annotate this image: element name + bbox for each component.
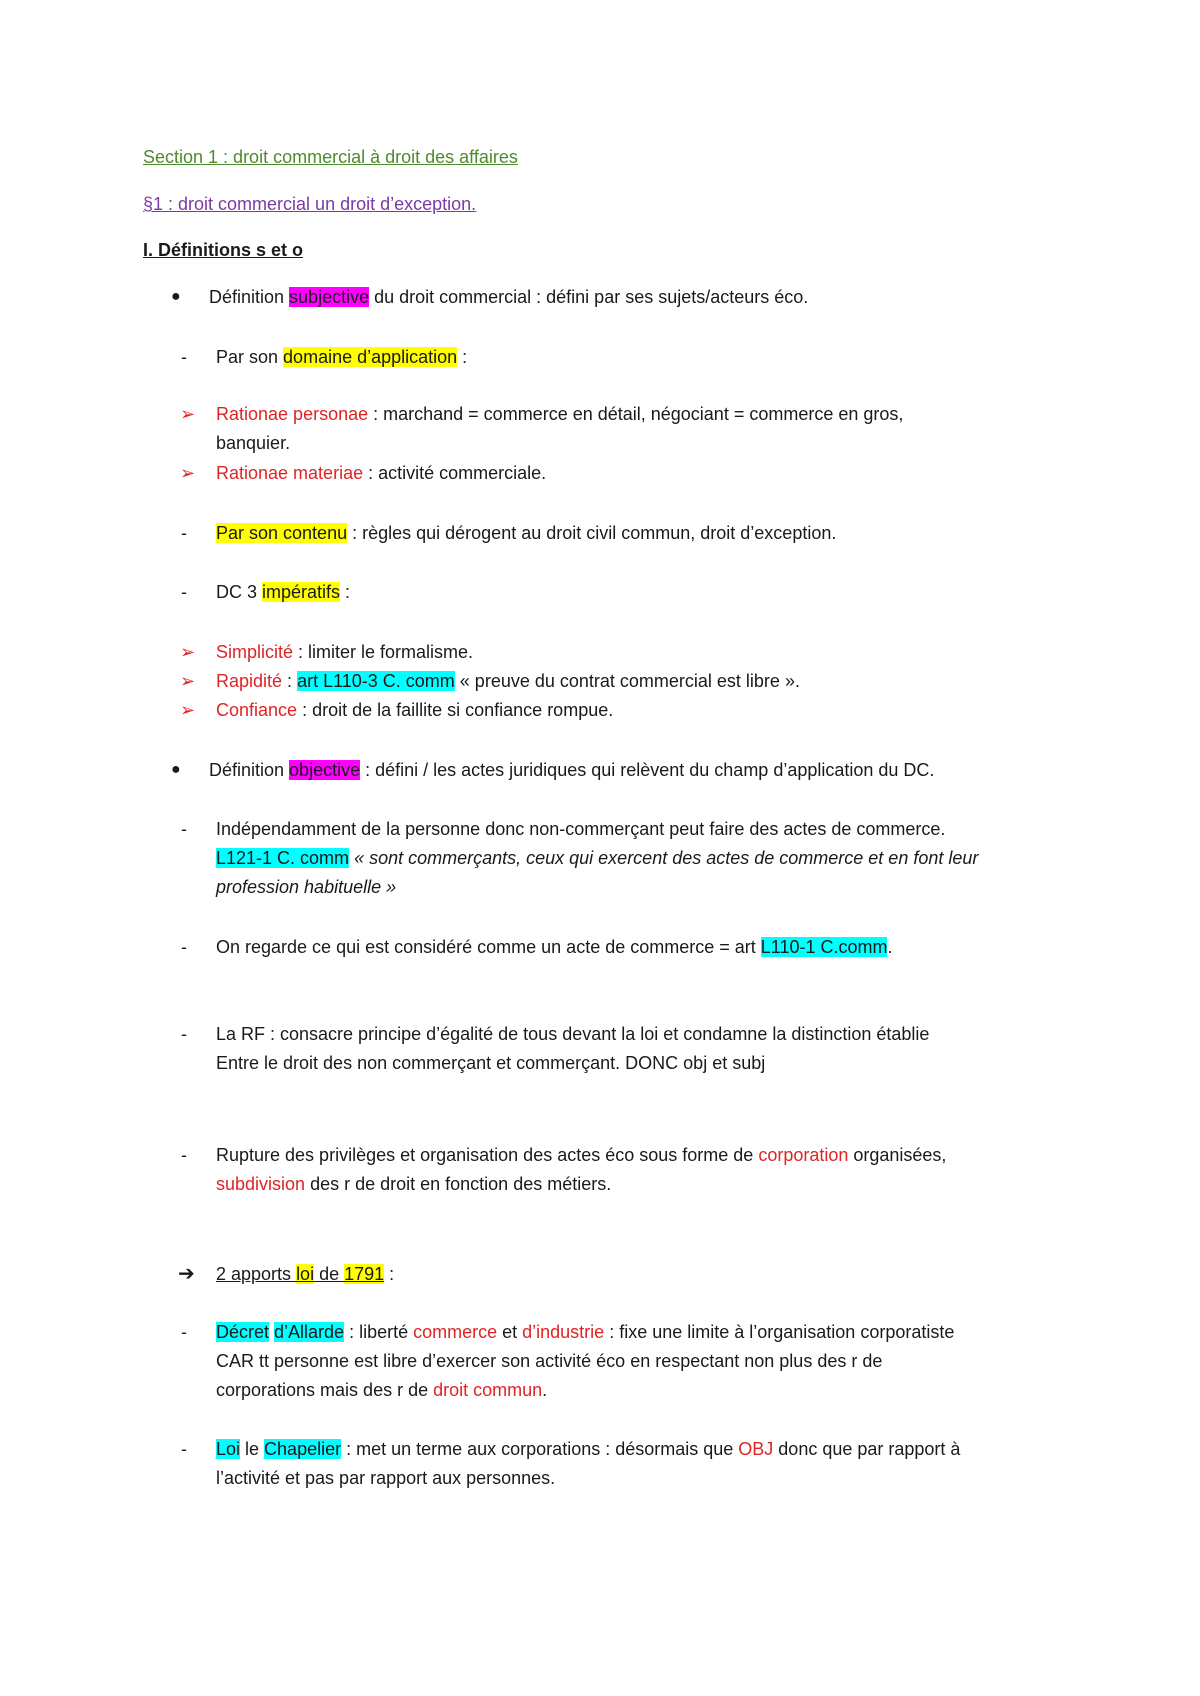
text: du droit commercial : défini par ses sujets/acteurs éco. [369, 287, 809, 307]
text: On regarde ce qui est considéré comme un acte de commerce = art [216, 937, 761, 957]
decret-allarde-cont: CAR tt personne est libre d’exercer son activité éco en respectant non plus des r de [216, 1351, 883, 1371]
la-rf: La RF : consacre principe d’égalité de tous devant la loi et condamne la distinction établie [216, 1024, 930, 1044]
l121-1-quote [216, 846, 978, 870]
dash-marker: - [181, 1439, 187, 1459]
red-term: Rapidité [216, 671, 283, 691]
text: Par son [216, 347, 284, 367]
acte-de-commerce [216, 935, 893, 959]
par-son-contenu [216, 521, 836, 545]
rupture-privileges-cont [216, 1172, 611, 1196]
text: : [282, 671, 298, 691]
text: le [240, 1439, 265, 1459]
text: : [340, 582, 351, 602]
dash-marker: - [181, 1024, 187, 1044]
text: corporations mais des r de [216, 1380, 434, 1400]
dash-marker: - [181, 1322, 187, 1342]
confiance [216, 698, 613, 722]
dash-marker: - [181, 582, 187, 602]
red-term: Rationae personae [216, 404, 369, 424]
decret-allarde-cont2 [216, 1378, 547, 1402]
highlight: L121-1 C. comm [216, 848, 350, 868]
loi-chapelier-cont: l’activité et pas par rapport aux personnes. [216, 1468, 556, 1488]
highlight: L110-1 C.comm [760, 937, 888, 957]
part-title: I. Définitions s et o [143, 240, 304, 260]
section-title: Section 1 : droit commercial à droit des affaires [143, 147, 518, 167]
text: de [314, 1264, 345, 1284]
red-term: d’industrie [522, 1322, 605, 1342]
deux-apports [216, 1262, 394, 1286]
arrow-bullet-icon: ➢ [180, 671, 196, 691]
text: : [457, 347, 468, 367]
rationae-personae [216, 402, 903, 426]
arrow-bullet-icon: ➢ [180, 404, 196, 424]
text: 2 apports [216, 1264, 297, 1284]
text: : met un terme aux corporations : désormais que [341, 1439, 739, 1459]
domaine-application [216, 345, 467, 369]
loi-chapelier [216, 1437, 960, 1461]
highlight: Loi [216, 1439, 241, 1459]
highlight: art L110-3 C. comm [297, 671, 455, 691]
text: Définition [209, 760, 290, 780]
dash-marker: - [181, 1145, 187, 1165]
arrow-bullet-icon: ➢ [180, 642, 196, 662]
quote-text: « sont commerçants, ceux qui exercent des actes de commerce et en font leur [349, 848, 979, 868]
dash-marker: - [181, 523, 187, 543]
text: Rupture des privilèges et organisation des actes éco sous forme de [216, 1145, 759, 1165]
text: et [497, 1322, 523, 1342]
highlight: Par son contenu [216, 523, 348, 543]
rationae-materiae [216, 461, 546, 485]
l121-1-quote-cont: profession habituelle » [216, 877, 397, 897]
def-objective [209, 758, 934, 782]
bullet-marker: ● [171, 761, 181, 778]
text: Définition [209, 287, 290, 307]
text: « preuve du contrat commercial est libre ». [454, 671, 800, 691]
text: organisées, [848, 1145, 947, 1165]
highlight: loi [296, 1264, 315, 1284]
dash-marker: - [181, 819, 187, 839]
text: . [542, 1380, 548, 1400]
red-term: commerce [413, 1322, 498, 1342]
highlight: domaine d’application [283, 347, 458, 367]
red-term: corporation [758, 1145, 849, 1165]
text: donc que par rapport à [773, 1439, 961, 1459]
def-subjective [209, 285, 808, 309]
text: : règles qui dérogent au droit civil commun, droit d’exception. [347, 523, 837, 543]
dash-marker: - [181, 937, 187, 957]
red-term: droit commun [433, 1380, 543, 1400]
text: : limiter le formalisme. [293, 642, 474, 662]
simplicite [216, 640, 473, 664]
rationae-personae-cont: banquier. [216, 433, 291, 453]
highlight: Décret [216, 1322, 270, 1342]
highlight: 1791 [344, 1264, 385, 1284]
highlight: d’Allarde [274, 1322, 345, 1342]
dc3-imperatifs [216, 580, 350, 604]
highlight: objective [289, 760, 361, 780]
text: : fixe une limite à l’organisation corporatiste [604, 1322, 955, 1342]
red-term: OBJ [738, 1439, 774, 1459]
text: DC 3 [216, 582, 263, 602]
text: : [384, 1264, 395, 1284]
text: : défini / les actes juridiques qui relèvent du champ d’application du DC. [360, 760, 935, 780]
rupture-privileges [216, 1143, 946, 1167]
la-rf-cont: Entre le droit des non commerçant et commerçant. DONC obj et subj [216, 1053, 766, 1073]
independamment: Indépendamment de la personne donc non-commerçant peut faire des actes de commerce. [216, 819, 946, 839]
red-term: subdivision [216, 1174, 306, 1194]
text: : liberté [344, 1322, 414, 1342]
bullet-marker: ● [171, 288, 181, 305]
subsection-title: §1 : droit commercial un droit d’exception. [143, 194, 477, 214]
red-term: Simplicité [216, 642, 294, 662]
text: : marchand = commerce en détail, négociant = commerce en gros, [368, 404, 904, 424]
red-term: Confiance [216, 700, 298, 720]
right-arrow-icon: ➔ [178, 1263, 195, 1285]
text: des r de droit en fonction des métiers. [305, 1174, 612, 1194]
arrow-bullet-icon: ➢ [180, 700, 196, 720]
text: : droit de la faillite si confiance rompue. [297, 700, 614, 720]
rapidite [216, 669, 800, 693]
dash-marker: - [181, 347, 187, 367]
red-term: Rationae materiae [216, 463, 364, 483]
highlight: impératifs [262, 582, 341, 602]
highlight: Chapelier [264, 1439, 342, 1459]
highlight: subjective [289, 287, 370, 307]
arrow-bullet-icon: ➢ [180, 463, 196, 483]
text: : activité commerciale. [363, 463, 547, 483]
decret-allarde [216, 1320, 954, 1344]
text: . [887, 937, 893, 957]
